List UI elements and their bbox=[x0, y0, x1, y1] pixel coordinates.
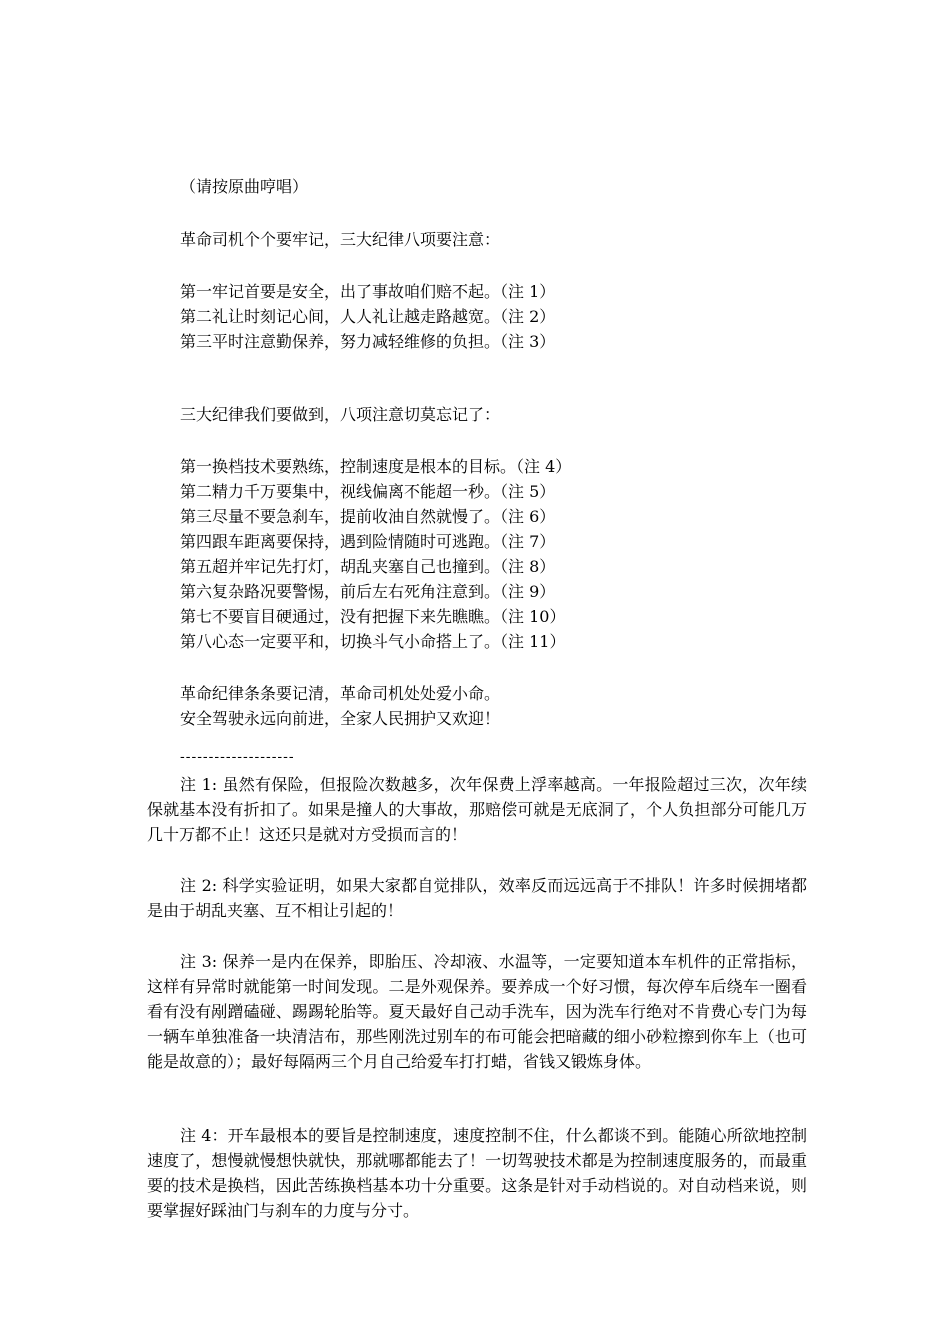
attention-line: 第二精力千万要集中，视线偏离不能超一秒。（注 5） bbox=[180, 482, 556, 501]
attention-line: 第五超并牢记先打灯，胡乱夹塞自己也撞到。（注 8） bbox=[180, 557, 556, 576]
attention-intro: 三大纪律我们要做到，八项注意切莫忘记了： bbox=[180, 405, 501, 424]
attention-line: 第七不要盲目硬通过，没有把握下来先瞧瞧。（注 10） bbox=[180, 607, 566, 626]
closing-line: 安全驾驶永远向前进，全家人民拥护又欢迎！ bbox=[180, 709, 501, 728]
closing-line: 革命纪律条条要记清，革命司机处处爱小命。 bbox=[180, 684, 501, 703]
discipline-line: 第二礼让时刻记心间，人人礼让越走路越宽。（注 2） bbox=[180, 307, 556, 326]
discipline-line: 第三平时注意勤保养，努力减轻维修的负担。（注 3） bbox=[180, 332, 556, 351]
attention-line: 第一换档技术要熟练，控制速度是根本的目标。（注 4） bbox=[180, 457, 572, 476]
attention-line: 第四跟车距离要保持，遇到险情随时可逃跑。（注 7） bbox=[180, 532, 556, 551]
header-note: （请按原曲哼唱） bbox=[180, 177, 309, 196]
divider: -------------------- bbox=[180, 749, 295, 765]
footnote: 注 3: 保养一是内在保养，即胎压、冷却液、水温等，一定要知道本车机件的正常指标，这样有异常时就能第一时间发现。二是外观保养。要养成一个好习惯，每次停车后绕车一圈看看有没有剐蹭磕碰、踢踢轮胎等。夏天最好自己动手洗车，因为洗车行绝对不肯费心专门为每一辆车单独准备一块清洁布，那些刚洗过别车的布可能会把暗藏的细小砂粒擦到你车上（也可能是故意的）；最好每隔两三个月自己给爱车打打蜡，省钱又锻炼身体。 bbox=[147, 952, 807, 1071]
footnote: 注 4：开车最根本的要旨是控制速度，速度控制不住，什么都谈不到。能随心所欲地控制速度了，想慢就慢想快就快，那就哪都能去了！一切驾驶技术都是为控制速度服务的，而最重要的技术是换档，因此苦练换档基本功十分重要。这条是针对手动档说的。对自动档来说，则要掌握好踩油门与刹车的力度与分寸。 bbox=[147, 1126, 807, 1220]
attention-line: 第三尽量不要急刹车，提前收油自然就慢了。（注 6） bbox=[180, 507, 556, 526]
footnote: 注 1: 虽然有保险，但报险次数越多，次年保费上浮率越高。一年报险超过三次，次年续保就基本没有折扣了。如果是撞人的大事故，那赔偿可就是无底洞了，个人负担部分可能几万几十万都不止！这还只是就对方受损而言的！ bbox=[147, 775, 807, 844]
footnote: 注 2: 科学实验证明，如果大家都自觉排队，效率反而远远高于不排队！许多时候拥堵都是由于胡乱夹塞、互不相让引起的！ bbox=[147, 876, 807, 920]
attention-line: 第八心态一定要平和，切换斗气小命搭上了。（注 11） bbox=[180, 632, 566, 651]
attention-line: 第六复杂路况要警惕，前后左右死角注意到。（注 9） bbox=[180, 582, 556, 601]
song-intro: 革命司机个个要牢记，三大纪律八项要注意： bbox=[180, 230, 501, 249]
discipline-line: 第一牢记首要是安全，出了事故咱们赔不起。（注 1） bbox=[180, 282, 556, 301]
